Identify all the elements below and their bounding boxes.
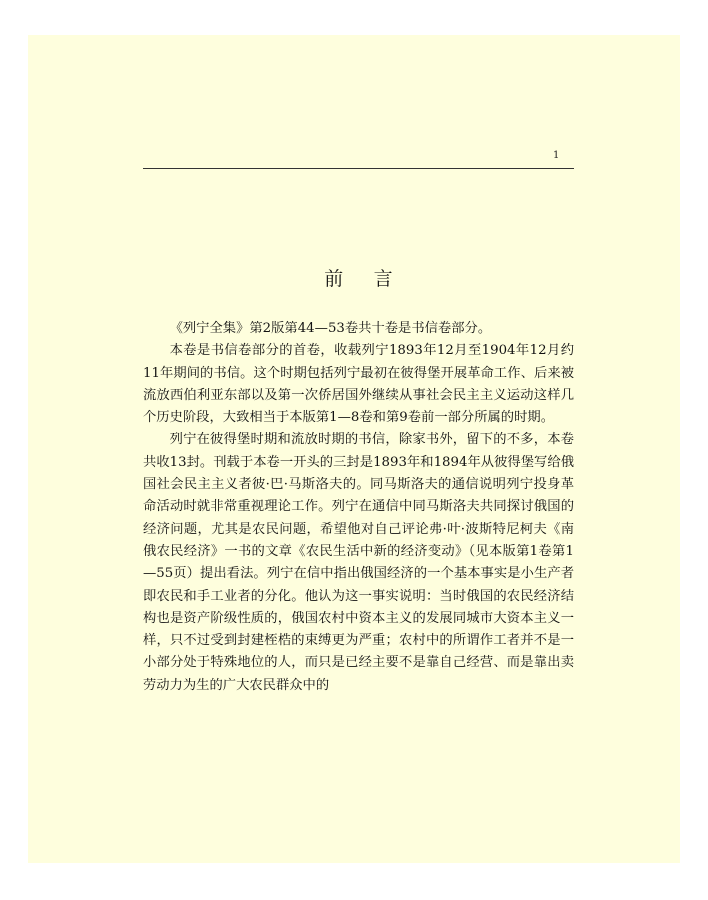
paragraph-2: 本卷是书信卷部分的首卷，收载列宁1893年12月至1904年12月约11年期间的书信。这个时期包括列宁最初在彼得堡开展革命工作、后来被流放西伯利亚东部以及第一次侨居国外继续从事社会民主主义运动这样几个历史阶段，大致相当于本版第1—8卷和第9卷前一部分所属的时期。 — [143, 343, 574, 426]
paragraph-1: 《列宁全集》第2版第44—53卷共十卷是书信卷部分。 — [169, 321, 492, 336]
header-rule — [143, 168, 574, 169]
page-number: 1 — [553, 150, 560, 161]
body-text — [143, 318, 574, 697]
chapter-title: 前言 — [324, 268, 424, 290]
paragraph-3: 列宁在彼得堡时期和流放时期的书信，除家书外，留下的不多，本卷共收13封。刊载于本卷一开头的三封是1893年和1894年从彼得堡写给俄国社会民主主义者彼·巴·马斯洛夫的。同马斯洛夫的通信说明列宁投身革命活动时就非常重视理论工作。列宁在通信中同马斯洛夫共同探讨俄国的经济问题，尤其是农民问题，希望他对自己评论弗·叶·波斯特尼柯夫《南俄农民经济》一书的文章《农民生活中新的经济变动》（见本版第1卷第1—55页）提出看法。列宁在信中指出俄国经济的一个基本事实是小生产者即农民和手工业者的分化。他认为这一事实说明：当时俄国的农民经济结构也是资产阶级性质的，俄国农村中资本主义的发展同城市大资本主义一样，只不过受到封建桎梏的束缚更为严重；农村中的所谓作工者并不是一小部分处于特殊地位的人，而只是已经主要不是靠自己经营、而是靠出卖劳动力为生的广大农民群众中的 — [143, 432, 574, 693]
